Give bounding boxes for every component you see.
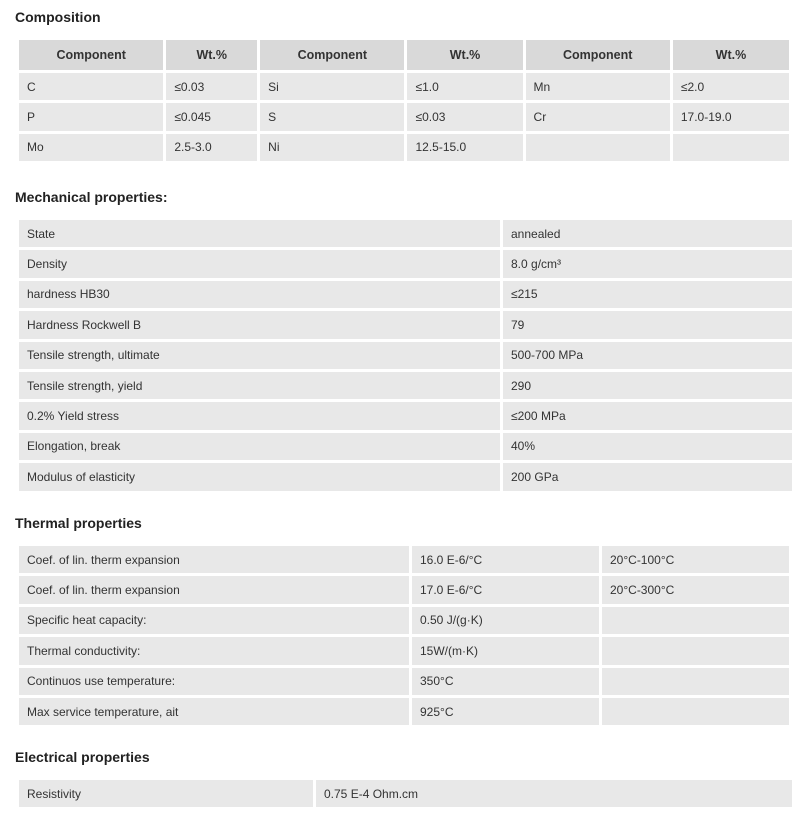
property-condition [602, 698, 789, 725]
thermal-properties-table [16, 543, 792, 728]
property-value: 16.0 E-6/°C [412, 546, 599, 573]
table-row [19, 342, 792, 369]
property-name: hardness HB30 [19, 281, 500, 308]
table-cell: Cr [526, 103, 670, 130]
table-cell: ≤2.0 [673, 73, 789, 100]
composition-title: Composition [15, 9, 101, 25]
property-name: Tensile strength, ultimate [19, 342, 500, 369]
property-value: 925°C [412, 698, 599, 725]
table-cell: ≤0.045 [166, 103, 257, 130]
property-value: annealed [503, 220, 792, 247]
mechanical-properties-title: Mechanical properties: [15, 189, 168, 205]
column-header-component: Component [19, 40, 163, 70]
column-header-wt: Wt.% [673, 40, 789, 70]
mechanical-properties-table [16, 217, 795, 494]
composition-header-row [19, 40, 789, 70]
electrical-properties-table [16, 777, 795, 810]
table-row [19, 637, 789, 664]
property-value: 500-700 MPa [503, 342, 792, 369]
table-row [19, 281, 792, 308]
table-row [19, 433, 792, 460]
property-name: Tensile strength, yield [19, 372, 500, 399]
column-header-wt: Wt.% [407, 40, 522, 70]
property-value: 0.75 E-4 Ohm.cm [316, 780, 792, 807]
table-row [19, 250, 792, 277]
property-value: 350°C [412, 668, 599, 695]
table-cell: ≤1.0 [407, 73, 522, 100]
table-cell [673, 134, 789, 161]
property-value: 79 [503, 311, 792, 338]
property-name: 0.2% Yield stress [19, 402, 500, 429]
table-cell [526, 134, 670, 161]
table-row [19, 698, 789, 725]
table-cell: S [260, 103, 404, 130]
table-row [19, 134, 789, 161]
table-cell: 2.5-3.0 [166, 134, 257, 161]
table-cell: 17.0-19.0 [673, 103, 789, 130]
property-name: Coef. of lin. therm expansion [19, 546, 409, 573]
column-header-component: Component [526, 40, 670, 70]
column-header-wt: Wt.% [166, 40, 257, 70]
property-name: Continuos use temperature: [19, 668, 409, 695]
property-condition [602, 668, 789, 695]
property-name: Coef. of lin. therm expansion [19, 576, 409, 603]
table-row [19, 73, 789, 100]
property-condition: 20°C-100°C [602, 546, 789, 573]
property-condition [602, 637, 789, 664]
table-row [19, 103, 789, 130]
electrical-properties-title: Electrical properties [15, 749, 150, 765]
table-row [19, 576, 789, 603]
table-row [19, 311, 792, 338]
property-condition: 20°C-300°C [602, 576, 789, 603]
table-row [19, 463, 792, 490]
property-value: 15W/(m·K) [412, 637, 599, 664]
property-name: Density [19, 250, 500, 277]
property-name: Thermal conductivity: [19, 637, 409, 664]
thermal-properties-title: Thermal properties [15, 515, 142, 531]
property-name: Resistivity [19, 780, 313, 807]
table-row [19, 546, 789, 573]
column-header-component: Component [260, 40, 404, 70]
table-cell: Ni [260, 134, 404, 161]
table-cell: P [19, 103, 163, 130]
table-cell: Mo [19, 134, 163, 161]
property-value: 290 [503, 372, 792, 399]
table-row [19, 780, 792, 807]
property-name: Max service temperature, ait [19, 698, 409, 725]
property-value: 17.0 E-6/°C [412, 576, 599, 603]
property-name: Hardness Rockwell B [19, 311, 500, 338]
table-row [19, 607, 789, 634]
property-name: Modulus of elasticity [19, 463, 500, 490]
table-row [19, 372, 792, 399]
table-cell: Mn [526, 73, 670, 100]
table-cell: C [19, 73, 163, 100]
property-value: ≤200 MPa [503, 402, 792, 429]
table-cell: Si [260, 73, 404, 100]
table-cell: 12.5-15.0 [407, 134, 522, 161]
table-row [19, 402, 792, 429]
property-value: 0.50 J/(g·K) [412, 607, 599, 634]
table-cell: ≤0.03 [166, 73, 257, 100]
table-cell: ≤0.03 [407, 103, 522, 130]
property-name: State [19, 220, 500, 247]
property-value: ≤215 [503, 281, 792, 308]
property-condition [602, 607, 789, 634]
property-value: 8.0 g/cm³ [503, 250, 792, 277]
table-row [19, 220, 792, 247]
property-name: Specific heat capacity: [19, 607, 409, 634]
composition-table [16, 37, 792, 164]
property-value: 40% [503, 433, 792, 460]
table-row [19, 668, 789, 695]
property-value: 200 GPa [503, 463, 792, 490]
property-name: Elongation, break [19, 433, 500, 460]
